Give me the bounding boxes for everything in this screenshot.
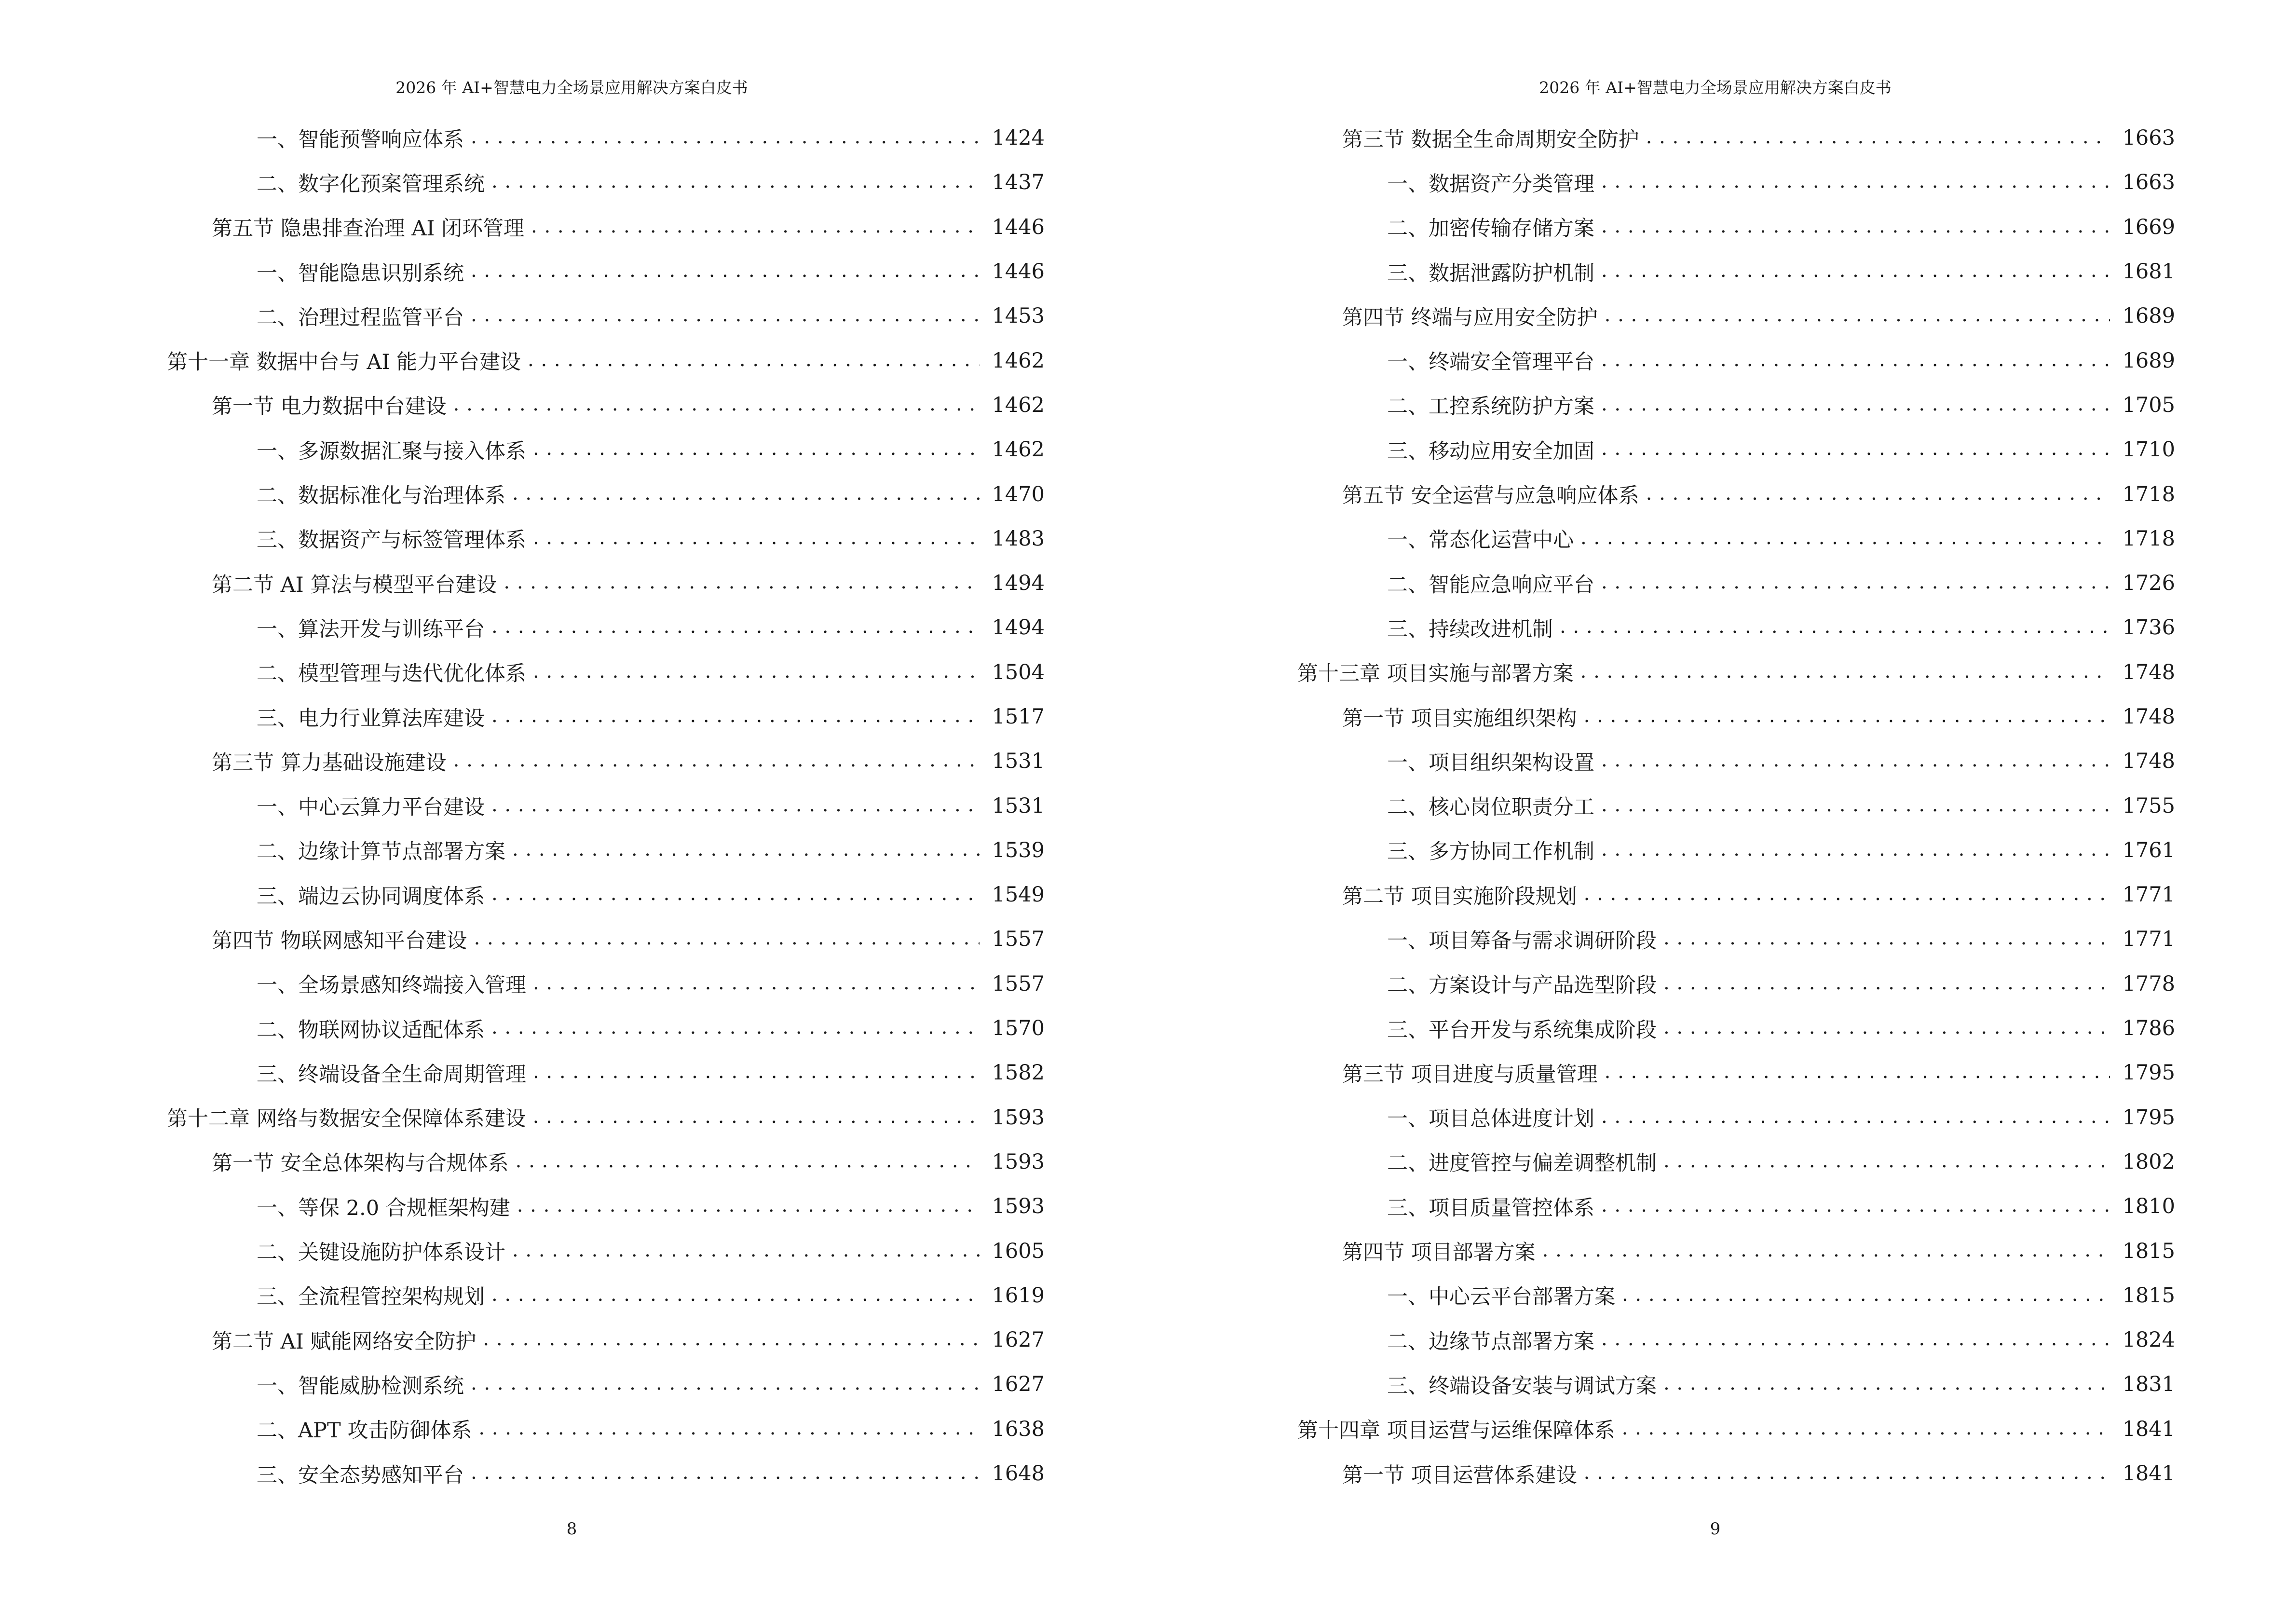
toc-section-entry[interactable] — [1297, 472, 2175, 516]
dot-leader — [1601, 171, 2110, 193]
dot-leader — [491, 795, 980, 817]
toc-entry-title: 二、核心岗位职责分工 — [1387, 795, 1594, 820]
dot-leader — [491, 616, 980, 639]
dot-leader — [471, 127, 980, 149]
toc-entry-page-number: 1726 — [2122, 571, 2175, 596]
toc-entry-page-number: 1593 — [992, 1149, 1045, 1174]
toc-entry-title: 二、工控系统防护方案 — [1387, 395, 1594, 419]
toc-subsection-entry[interactable] — [1297, 561, 2175, 605]
toc-subsection-entry[interactable] — [1297, 1273, 2175, 1318]
toc-entry-page-number: 1736 — [2122, 615, 2175, 640]
toc-entry-title: 第四节 项目部署方案 — [1342, 1241, 1536, 1265]
toc-entry-title: 三、端边云协同调度体系 — [257, 884, 485, 909]
toc-entry-page-number: 1718 — [2122, 482, 2175, 506]
toc-entry-title: 一、常态化运营中心 — [1387, 528, 1574, 553]
toc-subsection-entry[interactable] — [167, 783, 1045, 828]
toc-subsection-entry[interactable] — [167, 1051, 1045, 1095]
toc-entry-page-number: 1648 — [992, 1461, 1045, 1486]
toc-entry-title: 一、全场景感知终端接入管理 — [257, 973, 526, 998]
running-header: 2026 年 AI+智慧电力全场景应用解决方案白皮书 — [395, 78, 748, 97]
dot-leader — [1605, 305, 2110, 327]
toc-entry-title: 三、持续改进机制 — [1387, 617, 1553, 641]
toc-entry-page-number: 1494 — [992, 615, 1045, 640]
toc-section-entry[interactable] — [167, 1318, 1045, 1362]
toc-subsection-entry[interactable] — [167, 1362, 1045, 1406]
toc-subsection-entry[interactable] — [167, 1184, 1045, 1228]
toc-entry-title: 三、终端设备全生命周期管理 — [257, 1062, 526, 1087]
toc-entry-title: 第十一章 数据中台与 AI 能力平台建设 — [167, 350, 521, 375]
toc-entry-page-number: 1748 — [2122, 749, 2175, 774]
toc-entry-title: 一、项目总体进度计划 — [1387, 1107, 1594, 1132]
toc-entry-title: 一、中心云算力平台建设 — [257, 795, 485, 820]
toc-list — [167, 116, 1045, 1496]
toc-subsection-entry[interactable] — [167, 605, 1045, 650]
toc-entry-title: 第二节 AI 算法与模型平台建设 — [212, 573, 497, 597]
toc-entry-title: 一、项目组织架构设置 — [1387, 751, 1594, 775]
dot-leader — [1601, 839, 2110, 861]
toc-subsection-entry[interactable] — [167, 427, 1045, 472]
dot-leader — [1601, 216, 2110, 238]
toc-entry-title: 三、多方协同工作机制 — [1387, 840, 1594, 864]
toc-entry-page-number: 1755 — [2122, 793, 2175, 818]
toc-subsection-entry[interactable] — [1297, 249, 2175, 294]
dot-leader — [1605, 1062, 2110, 1084]
dot-leader — [1542, 1240, 2110, 1262]
toc-entry-page-number: 1795 — [2122, 1105, 2175, 1130]
dot-leader — [483, 1329, 979, 1351]
toc-subsection-entry[interactable] — [167, 695, 1045, 739]
toc-entry-page-number: 1483 — [992, 526, 1045, 551]
dot-leader — [1584, 1462, 2110, 1485]
dot-leader — [512, 839, 980, 861]
dot-leader — [1663, 928, 2110, 950]
toc-entry-title: 第四节 物联网感知平台建设 — [212, 928, 467, 953]
dot-leader — [478, 1418, 979, 1440]
toc-entry-page-number: 1517 — [992, 705, 1045, 729]
toc-entry-title: 一、多源数据汇聚与接入体系 — [257, 439, 526, 464]
toc-subsection-entry[interactable] — [1297, 160, 2175, 205]
toc-entry-page-number: 1582 — [992, 1061, 1045, 1085]
toc-subsection-entry[interactable] — [1297, 605, 2175, 650]
toc-section-entry[interactable] — [167, 561, 1045, 605]
toc-entry-title: 二、治理过程监管平台 — [257, 305, 464, 330]
dot-leader — [471, 1462, 980, 1485]
toc-subsection-entry[interactable] — [1297, 962, 2175, 1006]
toc-entry-title: 一、数据资产分类管理 — [1387, 172, 1594, 196]
toc-entry-title: 三、全流程管控架构规划 — [257, 1285, 485, 1310]
toc-entry-page-number: 1705 — [2122, 393, 2175, 417]
dot-leader — [1601, 438, 2110, 461]
toc-entry-title: 二、模型管理与迭代优化体系 — [257, 662, 526, 686]
toc-entry-page-number: 1802 — [2122, 1149, 2175, 1174]
toc-entry-page-number: 1689 — [2122, 348, 2175, 373]
toc-entry-page-number: 1627 — [992, 1372, 1045, 1397]
toc-entry-page-number: 1681 — [2122, 259, 2175, 284]
toc-subsection-entry[interactable] — [1297, 205, 2175, 249]
toc-subsection-entry[interactable] — [1297, 917, 2175, 961]
dot-leader — [1601, 795, 2110, 817]
dot-leader — [453, 394, 980, 416]
toc-entry-page-number: 1504 — [992, 660, 1045, 684]
dot-leader — [453, 750, 980, 772]
toc-entry-title: 一、智能隐患识别系统 — [257, 261, 464, 286]
toc-entry-title: 三、移动应用安全加固 — [1387, 439, 1594, 464]
toc-entry-page-number: 1669 — [2122, 215, 2175, 239]
toc-subsection-entry[interactable] — [1297, 1095, 2175, 1140]
dot-leader — [512, 1240, 980, 1262]
toc-subsection-entry[interactable] — [167, 650, 1045, 695]
page-number: 9 — [1710, 1519, 1721, 1539]
toc-subsection-entry[interactable] — [1297, 783, 2175, 828]
toc-section-entry[interactable] — [1297, 294, 2175, 338]
toc-entry-title: 三、数据泄露防护机制 — [1387, 261, 1594, 286]
dot-leader — [1622, 1418, 2110, 1440]
toc-entry-page-number: 1462 — [992, 437, 1045, 462]
dot-leader — [1601, 260, 2110, 283]
dot-leader — [531, 216, 980, 238]
toc-subsection-entry[interactable] — [167, 1273, 1045, 1318]
toc-entry-title: 二、数据标准化与治理体系 — [257, 484, 505, 508]
toc-entry-page-number: 1815 — [2122, 1239, 2175, 1263]
toc-entry-page-number: 1605 — [992, 1239, 1045, 1263]
toc-entry-title: 二、边缘节点部署方案 — [1387, 1329, 1594, 1354]
toc-entry-title: 二、智能应急响应平台 — [1387, 573, 1594, 597]
toc-entry-page-number: 1446 — [992, 215, 1045, 239]
dot-leader — [1601, 1106, 2110, 1129]
toc-section-entry[interactable] — [1297, 1228, 2175, 1273]
toc-entry-title: 一、智能威胁检测系统 — [257, 1374, 464, 1398]
toc-subsection-entry[interactable] — [167, 828, 1045, 873]
toc-subsection-entry[interactable] — [167, 1228, 1045, 1273]
dot-leader — [504, 572, 979, 594]
toc-entry-page-number: 1718 — [2122, 526, 2175, 551]
toc-entry-page-number: 1748 — [2122, 660, 2175, 684]
toc-subsection-entry[interactable] — [167, 962, 1045, 1006]
toc-entry-title: 二、加密传输存储方案 — [1387, 217, 1594, 241]
toc-entry-title: 第十二章 网络与数据安全保障体系建设 — [167, 1107, 526, 1132]
dot-leader — [491, 1284, 980, 1307]
dot-leader — [1601, 394, 2110, 416]
toc-entry-page-number: 1795 — [2122, 1061, 2175, 1085]
dot-leader — [1663, 1373, 2110, 1395]
dot-leader — [491, 706, 980, 728]
toc-entry-page-number: 1570 — [992, 1016, 1045, 1041]
toc-entry-page-number: 1531 — [992, 749, 1045, 774]
toc-section-entry[interactable] — [167, 383, 1045, 427]
dot-leader — [533, 438, 980, 461]
toc-subsection-entry[interactable] — [167, 116, 1045, 160]
dot-leader — [1580, 528, 2110, 550]
toc-entry-page-number: 1710 — [2122, 437, 2175, 462]
toc-entry-page-number: 1494 — [992, 571, 1045, 596]
toc-entry-page-number: 1437 — [992, 170, 1045, 195]
dot-leader — [1584, 706, 2110, 728]
dot-leader — [491, 171, 980, 193]
toc-entry-page-number: 1446 — [992, 259, 1045, 284]
dot-leader — [1601, 1329, 2110, 1351]
toc-entry-page-number: 1557 — [992, 927, 1045, 952]
toc-entry-title: 一、中心云平台部署方案 — [1387, 1285, 1615, 1310]
toc-entry-page-number: 1462 — [992, 348, 1045, 373]
toc-entry-page-number: 1462 — [992, 393, 1045, 417]
toc-section-entry[interactable] — [1297, 1451, 2175, 1496]
toc-entry-page-number: 1593 — [992, 1194, 1045, 1219]
toc-entry-title: 三、电力行业算法库建设 — [257, 706, 485, 731]
toc-entry-title: 第十三章 项目实施与部署方案 — [1297, 662, 1574, 686]
toc-entry-title: 第四节 终端与应用安全防护 — [1342, 305, 1598, 330]
toc-subsection-entry[interactable] — [1297, 1362, 2175, 1406]
toc-entry-title: 二、关键设施防护体系设计 — [257, 1241, 505, 1265]
toc-entry-title: 第三节 算力基础设施建设 — [212, 751, 447, 775]
toc-entry-title: 三、平台开发与系统集成阶段 — [1387, 1018, 1657, 1042]
toc-entry-title: 第五节 隐患排查治理 AI 闭环管理 — [212, 217, 525, 241]
toc-entry-page-number: 1786 — [2122, 1016, 2175, 1041]
toc-entry-page-number: 1619 — [992, 1283, 1045, 1308]
dot-leader — [1601, 1195, 2110, 1217]
running-header: 2026 年 AI+智慧电力全场景应用解决方案白皮书 — [1539, 78, 1892, 97]
dot-leader — [491, 884, 980, 906]
toc-entry-page-number: 1627 — [992, 1328, 1045, 1352]
toc-entry-page-number: 1810 — [2122, 1194, 2175, 1219]
dot-leader — [1663, 1151, 2110, 1173]
toc-entry-title: 一、智能预警响应体系 — [257, 127, 464, 152]
toc-entry-page-number: 1841 — [2122, 1461, 2175, 1486]
toc-chapter-entry[interactable] — [1297, 1407, 2175, 1451]
toc-entry-page-number: 1424 — [992, 126, 1045, 150]
toc-list — [1297, 116, 2175, 1496]
toc-subsection-entry[interactable] — [1297, 739, 2175, 783]
toc-entry-title: 二、方案设计与产品选型阶段 — [1387, 973, 1657, 998]
toc-subsection-entry[interactable] — [167, 160, 1045, 205]
toc-entry-title: 第一节 项目运营体系建设 — [1342, 1463, 1577, 1488]
toc-subsection-entry[interactable] — [1297, 383, 2175, 427]
toc-entry-title: 三、终端设备安装与调试方案 — [1387, 1374, 1657, 1398]
toc-entry-title: 三、项目质量管控体系 — [1387, 1196, 1594, 1220]
toc-subsection-entry[interactable] — [1297, 1140, 2175, 1184]
toc-subsection-entry[interactable] — [1297, 1006, 2175, 1051]
toc-entry-title: 二、边缘计算节点部署方案 — [257, 840, 505, 864]
toc-entry-page-number: 1841 — [2122, 1417, 2175, 1441]
toc-entry-page-number: 1470 — [992, 482, 1045, 506]
toc-subsection-entry[interactable] — [167, 1451, 1045, 1496]
toc-entry-title: 第一节 项目实施组织架构 — [1342, 706, 1577, 731]
toc-entry-title: 第五节 安全运营与应急响应体系 — [1342, 484, 1639, 508]
dot-leader — [516, 1151, 980, 1173]
toc-entry-page-number: 1539 — [992, 838, 1045, 862]
toc-entry-page-number: 1748 — [2122, 705, 2175, 729]
dot-leader — [533, 973, 980, 995]
toc-entry-page-number: 1778 — [2122, 971, 2175, 996]
toc-entry-title: 第十四章 项目运营与运维保障体系 — [1297, 1419, 1615, 1443]
toc-entry-title: 一、终端安全管理平台 — [1387, 350, 1594, 375]
page-number: 8 — [566, 1519, 577, 1539]
toc-entry-title: 一、等保 2.0 合规框架构建 — [257, 1196, 510, 1220]
dot-leader — [1580, 661, 2110, 683]
toc-section-entry[interactable] — [167, 739, 1045, 783]
dot-leader — [1601, 750, 2110, 772]
toc-section-entry[interactable] — [167, 917, 1045, 961]
toc-entry-title: 第三节 项目进度与质量管理 — [1342, 1062, 1598, 1087]
toc-entry-title: 第二节 项目实施阶段规划 — [1342, 884, 1577, 909]
toc-entry-page-number: 1663 — [2122, 126, 2175, 150]
toc-entry-page-number: 1689 — [2122, 304, 2175, 328]
toc-section-entry[interactable] — [1297, 1051, 2175, 1095]
toc-subsection-entry[interactable] — [167, 472, 1045, 516]
dot-leader — [1560, 616, 2110, 639]
toc-subsection-entry[interactable] — [1297, 338, 2175, 382]
toc-chapter-entry[interactable] — [1297, 650, 2175, 695]
toc-subsection-entry[interactable] — [167, 873, 1045, 917]
toc-entry-title: 一、项目筹备与需求调研阶段 — [1387, 928, 1657, 953]
toc-entry-title: 第三节 数据全生命周期安全防护 — [1342, 127, 1639, 152]
toc-entry-page-number: 1663 — [2122, 170, 2175, 195]
toc-chapter-entry[interactable] — [167, 338, 1045, 382]
toc-entry-page-number: 1831 — [2122, 1372, 2175, 1397]
toc-entry-page-number: 1815 — [2122, 1283, 2175, 1308]
toc-subsection-entry[interactable] — [1297, 828, 2175, 873]
toc-subsection-entry[interactable] — [1297, 427, 2175, 472]
dot-leader — [533, 1062, 980, 1084]
toc-entry-page-number: 1593 — [992, 1105, 1045, 1130]
toc-entry-title: 二、APT 攻击防御体系 — [257, 1419, 472, 1443]
toc-entry-title: 一、算法开发与训练平台 — [257, 617, 485, 641]
dot-leader — [533, 661, 980, 683]
toc-chapter-entry[interactable] — [167, 1095, 1045, 1140]
toc-subsection-entry[interactable] — [167, 249, 1045, 294]
dot-leader — [1646, 127, 2110, 149]
dot-leader — [471, 260, 980, 283]
toc-entry-page-number: 1549 — [992, 883, 1045, 907]
toc-subsection-entry[interactable] — [1297, 517, 2175, 561]
dot-leader — [1663, 973, 2110, 995]
dot-leader — [491, 1017, 980, 1039]
toc-entry-page-number: 1531 — [992, 793, 1045, 818]
dot-leader — [512, 483, 980, 505]
toc-subsection-entry[interactable] — [167, 1006, 1045, 1051]
toc-entry-page-number: 1557 — [992, 971, 1045, 996]
toc-entry-title: 二、物联网协议适配体系 — [257, 1018, 485, 1042]
toc-subsection-entry[interactable] — [167, 294, 1045, 338]
dot-leader — [471, 305, 980, 327]
toc-entry-page-number: 1761 — [2122, 838, 2175, 862]
dot-leader — [533, 1106, 980, 1129]
dot-leader — [517, 1195, 980, 1217]
toc-section-entry[interactable] — [1297, 873, 2175, 917]
dot-leader — [1584, 884, 2110, 906]
toc-entry-page-number: 1771 — [2122, 927, 2175, 952]
toc-entry-page-number: 1771 — [2122, 883, 2175, 907]
toc-section-entry[interactable] — [167, 1140, 1045, 1184]
toc-entry-page-number: 1638 — [992, 1417, 1045, 1441]
toc-subsection-entry[interactable] — [1297, 1318, 2175, 1362]
toc-subsection-entry[interactable] — [167, 1407, 1045, 1451]
dot-leader — [1622, 1284, 2110, 1307]
toc-entry-title: 第二节 AI 赋能网络安全防护 — [212, 1329, 476, 1354]
toc-section-entry[interactable] — [1297, 116, 2175, 160]
dot-leader — [528, 350, 980, 372]
toc-entry-title: 第一节 电力数据中台建设 — [212, 395, 447, 419]
toc-entry-title: 三、数据资产与标签管理体系 — [257, 528, 526, 553]
toc-entry-title: 第一节 安全总体架构与合规体系 — [212, 1151, 509, 1176]
toc-entry-title: 三、安全态势感知平台 — [257, 1463, 464, 1488]
toc-subsection-entry[interactable] — [167, 517, 1045, 561]
toc-entry-title: 二、数字化预案管理系统 — [257, 172, 485, 196]
dot-leader — [1601, 572, 2110, 594]
toc-entry-title: 二、进度管控与偏差调整机制 — [1387, 1151, 1657, 1176]
dot-leader — [1663, 1017, 2110, 1039]
toc-entry-page-number: 1824 — [2122, 1328, 2175, 1352]
dot-leader — [471, 1373, 980, 1395]
right-page — [1144, 0, 2287, 1624]
toc-section-entry[interactable] — [1297, 695, 2175, 739]
dot-leader — [1601, 350, 2110, 372]
dot-leader — [474, 928, 980, 950]
dot-leader — [533, 528, 980, 550]
dot-leader — [1646, 483, 2110, 505]
toc-subsection-entry[interactable] — [1297, 1184, 2175, 1228]
toc-entry-page-number: 1453 — [992, 304, 1045, 328]
toc-section-entry[interactable] — [167, 205, 1045, 249]
